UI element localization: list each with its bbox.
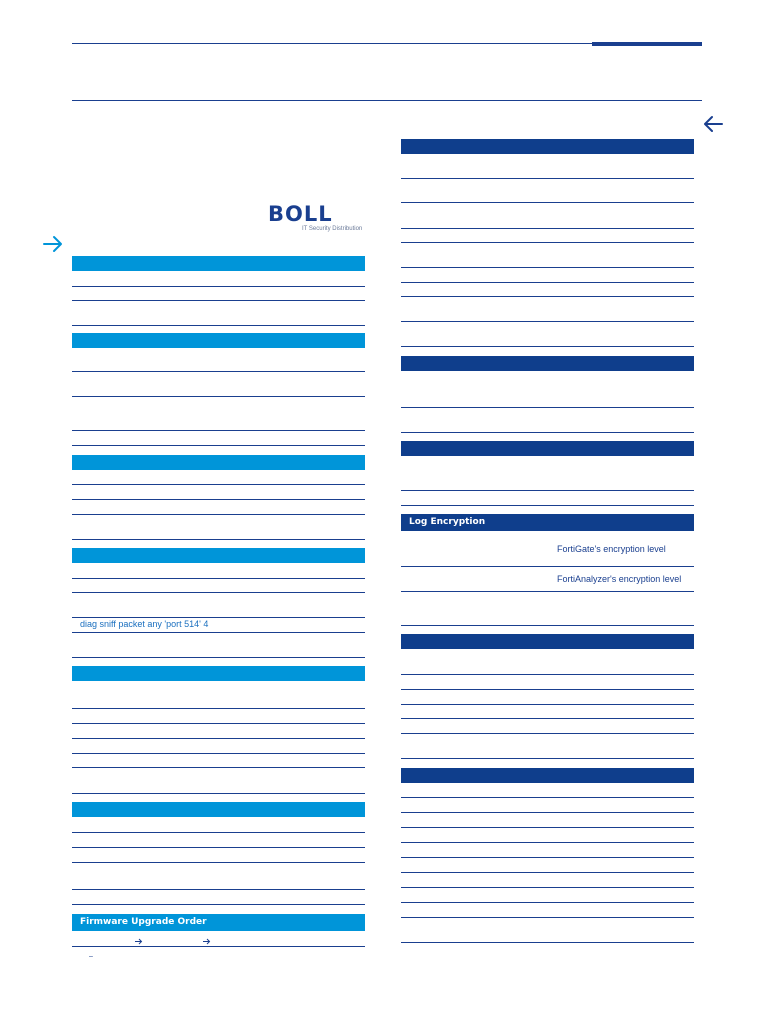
row-divider xyxy=(401,733,694,734)
left-section-header-6 xyxy=(72,802,365,817)
row-divider xyxy=(72,832,365,833)
right-section-header-3 xyxy=(401,441,694,456)
row-divider xyxy=(401,917,694,918)
row-divider xyxy=(401,242,694,243)
row-divider xyxy=(72,430,365,431)
row-divider xyxy=(401,267,694,268)
row-divider xyxy=(401,178,694,179)
row-divider xyxy=(72,862,365,863)
row-divider xyxy=(401,872,694,873)
row-divider xyxy=(72,578,365,579)
row-divider xyxy=(401,432,694,433)
row-divider xyxy=(401,346,694,347)
diag-command: diag sniff packet any 'port 514' 4 xyxy=(80,619,209,629)
row-divider xyxy=(401,674,694,675)
left-section-header-5 xyxy=(72,666,365,681)
row-divider xyxy=(72,767,365,768)
row-divider xyxy=(72,793,365,794)
log-encryption-header xyxy=(401,514,694,531)
row-divider xyxy=(401,812,694,813)
row-divider xyxy=(72,723,365,724)
right-section-header-4 xyxy=(401,634,694,649)
fortigate-encryption-level: FortiGate's encryption level xyxy=(557,544,666,554)
row-divider xyxy=(401,704,694,705)
row-divider xyxy=(401,827,694,828)
row-divider xyxy=(401,625,694,626)
row-divider xyxy=(401,407,694,408)
row-divider xyxy=(72,904,365,905)
log-encryption-title: Log Encryption xyxy=(409,517,486,527)
left-section-header-2 xyxy=(72,333,365,348)
row-divider xyxy=(72,539,365,540)
left-section-header-3 xyxy=(72,455,365,470)
row-divider xyxy=(401,797,694,798)
fortianalyzer-encryption-level: FortiAnalyzer's encryption level xyxy=(557,574,682,584)
logo-wordmark: BOLL xyxy=(268,202,333,226)
row-divider xyxy=(72,484,365,485)
left-section-header-4 xyxy=(72,548,365,563)
row-divider xyxy=(401,505,694,506)
arrow-right-icon xyxy=(202,933,211,942)
row-divider xyxy=(401,902,694,903)
row-divider xyxy=(72,657,365,658)
boll-logo xyxy=(268,202,368,234)
row-divider xyxy=(401,228,694,229)
row-divider xyxy=(72,371,365,372)
right-section-header-2 xyxy=(401,356,694,371)
row-divider xyxy=(401,566,694,567)
row-divider xyxy=(401,490,694,491)
row-divider xyxy=(72,592,365,593)
arrow-left-icon[interactable] xyxy=(702,114,724,134)
right-section-header-1 xyxy=(401,139,694,154)
row-divider xyxy=(72,708,365,709)
row-divider xyxy=(401,842,694,843)
row-divider xyxy=(401,282,694,283)
row-divider xyxy=(72,847,365,848)
arrow-right-icon xyxy=(134,933,143,942)
row-divider xyxy=(72,632,365,633)
row-divider xyxy=(72,753,365,754)
row-divider xyxy=(401,202,694,203)
row-divider xyxy=(72,499,365,500)
row-divider xyxy=(401,942,694,943)
firmware-upgrade-title: Firmware Upgrade Order xyxy=(80,917,207,927)
title-rule xyxy=(72,100,702,101)
row-divider xyxy=(401,857,694,858)
row-divider xyxy=(401,591,694,592)
row-divider xyxy=(72,325,365,326)
row-divider xyxy=(72,286,365,287)
row-divider xyxy=(401,887,694,888)
row-divider xyxy=(72,396,365,397)
row-divider xyxy=(72,300,365,301)
footnote-mark: – xyxy=(89,953,93,960)
arrow-right-icon[interactable] xyxy=(42,234,64,254)
right-section-header-5 xyxy=(401,768,694,783)
logo-tagline: IT Security Distribution xyxy=(302,226,363,232)
row-divider xyxy=(72,889,365,890)
left-section-header-1 xyxy=(72,256,365,271)
row-divider xyxy=(72,738,365,739)
row-divider xyxy=(401,321,694,322)
row-divider xyxy=(401,296,694,297)
firmware-upgrade-header xyxy=(72,914,365,931)
row-divider xyxy=(401,758,694,759)
row-divider xyxy=(401,689,694,690)
row-divider xyxy=(72,445,365,446)
top-rule-accent xyxy=(592,42,702,46)
row-divider xyxy=(401,718,694,719)
row-divider xyxy=(72,946,365,947)
row-divider xyxy=(72,617,365,618)
row-divider xyxy=(72,514,365,515)
